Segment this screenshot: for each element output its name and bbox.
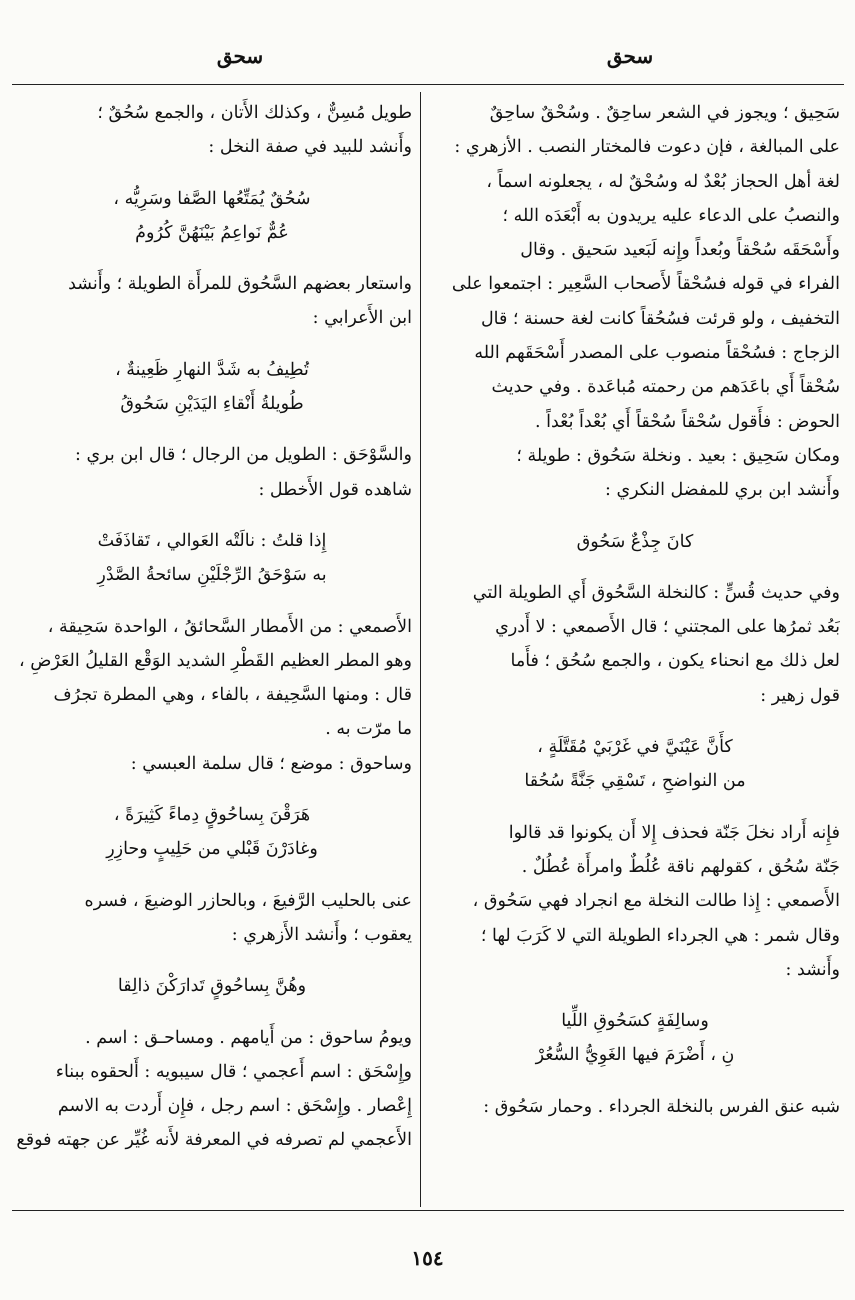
- text-line: سُحْقاً أَي باعَدَهم من رحمته مُباعَدة . وفي حديث: [491, 377, 840, 398]
- line-spacer: [12, 250, 412, 267]
- text-line: قال : ومنها السَّحِيفة ، بالفاء ، وهي المطرة تجرُف: [53, 685, 412, 706]
- text-line: طويل مُسِنٌّ ، وكذلك الأَتان ، والجمع سُحُقٌ ؛: [97, 103, 412, 123]
- verse-line: وهُنَّ بِساحُوقٍ تَدارَكْنَ ذالِقا: [117, 976, 307, 997]
- line-spacer: [12, 781, 412, 798]
- text-line: قول زهير :: [760, 685, 840, 706]
- text-line: الحوض : فأَقول سُحْقاً سُحْقاً أَي بُعْداً بُعْداً .: [534, 411, 840, 432]
- line-spacer: [12, 336, 412, 353]
- text-line: جَنّة سُحُق ، كقولهم ناقة عُلُطٌ وامرأَة عُطُلٌ .: [521, 856, 840, 877]
- line-spacer: [430, 799, 840, 816]
- header-rule: [12, 84, 844, 85]
- text-line: يعقوب ؛ وأَنشد الأَزهري :: [231, 924, 412, 945]
- verse-line: به سَوْحَقُ الرِّجْلَيْنِ سائحةُ الصَّدْرِ: [97, 565, 327, 586]
- text-line: عنى بالحليب الرَّفيعَ ، وبالحازر الوضيعَ ، فسره: [84, 890, 412, 911]
- line-spacer: [12, 593, 412, 610]
- text-line: الأَصمعي : من الأَمطار السَّحائقُ ، الواحدة سَحِيقة ،: [47, 616, 412, 637]
- line-spacer: [12, 1004, 412, 1021]
- text-line: وأَسْحَقَه سُحْقاً وبُعداً وإِنه لَبَعيد سَحيق . وقال: [520, 240, 840, 261]
- text-line: سَحِيق ؛ ويجوز في الشعر ساحِقٌ . وسُحْقٌ ساحِقٌ: [489, 103, 840, 123]
- left-column: [12, 96, 412, 1158]
- text-line: وأَنشد ابن بري للمفضل النكري :: [605, 480, 840, 501]
- text-line: شاهده قول الأَخطل :: [258, 479, 412, 500]
- verse-line: إِذا قلتُ : نالَتْه العَوالي ، تَقاذَفَتْ: [97, 530, 327, 551]
- line-spacer: [430, 713, 840, 730]
- text-line: بَعُد ثمرُها على المجتني ؛ قال الأَصمعي : لا أَدري: [495, 617, 840, 638]
- text-line: ومكان سَحِيق : بعيد . ونخلة سَحُوق : طويلة ؛: [516, 445, 840, 466]
- text-line: وفي حديث قُسٍّ : كالنخلة السَّحُوق أَي الطويلة التي: [472, 582, 840, 603]
- verse-line: عُمٌّ نَواعِمُ بَيْنَهُنَّ كُرُومُ: [135, 222, 289, 243]
- line-spacer: [430, 559, 840, 576]
- text-line: لعل ذلك مع انحناء يكون ، والجمع سُحُق ؛ فأَما: [510, 651, 840, 672]
- line-spacer: [430, 1073, 840, 1090]
- verse-line: كانَ جِذْعٌ سَحُوق: [576, 531, 694, 552]
- verse-line: سُحُقٌ يُمَتِّعُها الصَّفا وسَرِيُّه ،: [113, 188, 311, 209]
- line-spacer: [12, 867, 412, 884]
- line-spacer: [12, 165, 412, 182]
- verse-line: وغادَرْنَ قَبْلي من حَلِيبٍ وحازِرِ: [106, 839, 318, 860]
- text-line: ويومُ ساحوق : من أَيامهم . ومساحـق : اسم .: [85, 1027, 412, 1048]
- text-line: ابن الأَعرابي :: [312, 308, 412, 329]
- text-line: لغة أهل الحجاز بُعْدٌ له وسُحْقٌ له ، يجعلونه اسماً ،: [486, 171, 840, 192]
- running-header-left: سحق: [216, 44, 264, 68]
- line-spacer: [12, 952, 412, 969]
- verse-line: كأَنَّ عَيْنَيَّ في غَرْبَيْ مُقَتَّلَةٍ ،: [537, 737, 733, 758]
- text-line: وأَنشد :: [785, 959, 840, 980]
- text-line: والنصبُ على الدعاء عليه يريدون به أَبْعَدَه الله ؛: [502, 205, 840, 226]
- footer-rule: [12, 1210, 844, 1211]
- text-line: شبه عنق الفرس بالنخلة الجرداء . وحمار سَحُوق :: [483, 1096, 840, 1117]
- text-line: التخفيف ، ولو قرئت فسُحُقاً كانت لغة حسنة ؛ قال: [480, 308, 840, 329]
- verse-line: هَرَقْنَ بِساحُوقٍ دِماءً كَثِيرَةً ،: [113, 805, 311, 826]
- line-spacer: [12, 421, 412, 438]
- text-line: وأَنشد للبيد في صفة النخل :: [208, 137, 412, 158]
- verse-line: نِ ، أَضْرَمَ فيها الغَوِيُّ السُّعُرْ: [535, 1045, 735, 1066]
- text-line: واستعار بعضهم السَّحُوق للمرأَة الطويلة ؛ وأَنشد: [68, 274, 412, 295]
- verse-line: تُطِيفُ به شَدَّ النهارِ ظَعِينةٌ ،: [115, 359, 309, 380]
- verse-line: من النواضحِ ، تَسْقِي جَنَّةً سُحُقا: [524, 771, 746, 792]
- text-line: الفراء في قوله فسُحْقاً لأَصحاب السَّعِير : اجتمعوا على: [451, 274, 840, 295]
- column-divider: [420, 92, 421, 1207]
- text-line: وقال شمر : هي الجرداء الطويلة التي لا كَرَبَ لها ؛: [480, 925, 840, 946]
- page-number: ١٥٤: [411, 1246, 444, 1270]
- right-column: [430, 96, 840, 1124]
- text-line: وإِسْحَق : اسم أَعجمي ؛ قال سيبويه : أَلحقوه ببناء: [55, 1061, 412, 1082]
- line-spacer: [430, 508, 840, 525]
- text-line: على المبالغة ، فإن دعوت فالمختار النصب . الأزهري :: [454, 137, 840, 158]
- text-line: إِعْصار . وإِسْحَق : اسم رجل ، فإِن أَردت به الاسم: [57, 1096, 412, 1117]
- running-header-right: سحق: [606, 44, 654, 68]
- text-line: وهو المطر العظيم القَطْرِ الشديد الوَقْع القليلُ العَرْضِ ،: [19, 650, 412, 671]
- verse-line: طُويلةُ أَنْقاءِ اليَدَيْنِ سَحُوقُ: [120, 394, 304, 415]
- text-line: الأَعجمي لم تصرفه في المعرفة لأَنه غُيِّر عن جهته فوقع: [16, 1130, 412, 1151]
- line-spacer: [430, 987, 840, 1004]
- text-line: الزجاج : فسُحْقاً منصوب على المصدر أَسْحَقَهم الله: [474, 343, 840, 364]
- text-line: فإِنه أَراد نخلَ جَنّة فحذف إِلا أَن يكونوا قد قالوا: [508, 822, 840, 843]
- verse-line: وسالِفَةٍ كسَحُوقِ اللِّيا: [561, 1011, 709, 1032]
- text-line: ما مرّت به .: [325, 719, 412, 740]
- text-line: وساحوق : موضع ؛ قال سلمة العبسي :: [130, 753, 412, 774]
- text-line: والسَّوْحَق : الطويل من الرجال ؛ قال ابن بري :: [75, 445, 412, 466]
- line-spacer: [12, 507, 412, 524]
- text-line: الأَصمعي : إِذا طالت النخلة مع انجراد فهي سَحُوق ،: [472, 891, 840, 912]
